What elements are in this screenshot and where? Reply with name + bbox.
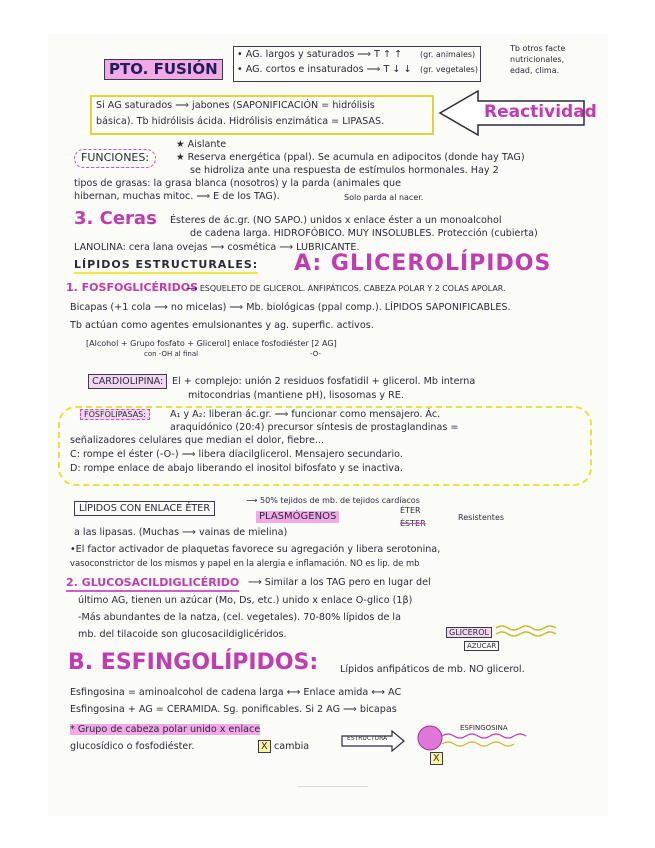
- cardiolipina-text: El + complejo: unión 2 residuos fosfatidil + glicerol. Mb interna: [172, 376, 476, 387]
- functions-line5-note: Solo parda al nacer.: [344, 193, 424, 202]
- phospho-line3: Tb actúan como agentes emulsionantes y ag. superfic. activos.: [70, 320, 374, 331]
- fusion-row2: • AG. cortos e insaturados ⟹ T ↓ ↓: [237, 64, 412, 75]
- sphingo-line4: glucosídico o fosfodiéster.: [70, 741, 195, 752]
- fusion-title: PTO. FUSIÓN: [104, 59, 223, 80]
- structure-label: ESTRUCTURA: [347, 735, 388, 742]
- cardiolipina-label: CARDIOLIPINA:: [88, 374, 167, 389]
- sphingo-line3: * Grupo de cabeza polar unido x enlace: [70, 724, 261, 735]
- ether-eter: ÉTER: [400, 506, 421, 515]
- glycosyl-line4: mb. del tilacoide son glucosacildiglicéridos.: [78, 629, 287, 640]
- esfingosina-label: ESFINGOSINA: [460, 724, 508, 732]
- sphingo-cambia: cambia: [274, 741, 310, 752]
- lipases-line5: D: rompe enlace de abajo liberando el inositol bifosfato y se inactiva.: [70, 463, 403, 474]
- structural-heading: LÍPIDOS ESTRUCTURALES:: [74, 259, 258, 274]
- glycosyl-glicerol-box: GLICEROL: [446, 627, 492, 638]
- phospho-formula-sub2: -O-: [310, 350, 321, 358]
- ether-ester: ÉSTER: [400, 519, 426, 528]
- sphingo-line1: Esfingosina = aminoalcohol de cadena larga ⟷ Enlace amida ⟷ AC: [70, 687, 402, 698]
- functions-label: FUNCIONES:: [74, 149, 156, 168]
- functions-line5: hibernan, muchas mitoc. ⟹ E de los TAG).: [74, 191, 280, 202]
- fusion-side-note-3: edad, clima.: [510, 66, 560, 75]
- phospho-formula: [Alcohol + Grupo fosfato + Glicerol] enlace fosfodiéster [2 AG]: [86, 339, 337, 348]
- sphingo-head-icon: [416, 724, 444, 752]
- cardiolipina-text2: mitocondrias (mantiene pH), lisosomas y RE.: [188, 390, 404, 401]
- glycosyl-heading-rest: ⟶ Similar a los TAG pero en lugar del: [248, 577, 431, 588]
- functions-item1: ★ Aislante: [176, 139, 227, 150]
- fusion-row1: • AG. largos y saturados ⟹ T ↑ ↑: [237, 49, 403, 60]
- sphingo-tail-icon: [442, 732, 532, 748]
- glycosyl-line2: último AG, tienen un azúcar (Mo, Ds, etc.) unido x enlace O-glico (1β): [78, 595, 413, 606]
- functions-line4: tipos de grasas: la grasa blanca (nosotros) y la parda (animales que: [74, 178, 401, 189]
- phospho-line2: Bicapas (+1 cola ⟶ no micelas) ⟹ Mb. biológicas (ppal comp.). LÍPIDOS SAPONIFICABLES.: [70, 302, 511, 313]
- lipases-line3: señalizadores celulares que median el dolor, fiebre...: [70, 435, 325, 446]
- fusion-side-note-1: Tb otros facte: [510, 44, 566, 53]
- sphingo-line2: Esfingosina + AG = CERAMIDA. Sg. ponificables. Si 2 AG ⟹ bicapas: [70, 704, 397, 715]
- page-footer-line: [298, 786, 368, 787]
- ether-line4: vasoconstrictor de los mismos y papel en la alergia e inflamación. NO es lip. de mb: [70, 558, 420, 568]
- glycosyl-line3: -Más abundantes de la natza, (cel. vegetales). 70-80% lípidos de la: [78, 612, 401, 623]
- lipases-line2: araquidónico (20:4) precursor síntesis de prostaglandinas =: [170, 422, 459, 433]
- waxes-heading: 3. Ceras: [74, 208, 157, 229]
- sphingo-heading-rest: Lípidos anfipáticos de mb. NO glicerol.: [340, 664, 525, 675]
- glycosyl-tail-icon: [496, 624, 566, 640]
- waxes-line1: Ésteres de ác.gr. (NO SAPO.) unidos x enlace éster a un monoalcohol: [170, 215, 502, 226]
- sphingo-heading: B. ESFINGOLÍPIDOS:: [68, 650, 319, 675]
- fusion-row1-note: (gr. animales): [420, 50, 476, 59]
- fusion-row2-note: (gr. vegetales): [420, 65, 478, 74]
- fusion-side-note-2: nutricionales,: [510, 55, 565, 64]
- reactivity-line2: básica). Tb hidrólisis ácida. Hidrólisis enzimática = LIPASAS.: [96, 116, 385, 127]
- phospho-formula-sub1: con -OH al final: [144, 350, 199, 358]
- phospho-heading: 1. FOSFOGLICÉRIDOS: [66, 281, 198, 294]
- functions-line3: se hidroliza ante una respuesta de estímulos hormonales. Hay 2: [190, 165, 499, 176]
- reactivity-line1: Si AG saturados ⟹ jabones (SAPONIFICACIÓN = hidrólisis: [96, 100, 375, 111]
- glycosyl-heading: 2. GLUCOSACILDIGLICÉRIDO: [66, 577, 239, 592]
- structural-subheading: A: GLICEROLÍPIDOS: [294, 251, 552, 276]
- lipases-label: FOSFOLIPASAS:: [80, 409, 150, 420]
- functions-item2: ★ Reserva energética (ppal). Se acumula en adipocitos (donde hay TAG): [176, 152, 525, 163]
- lipases-line4: C: rompe el éster (-O-) ⟹ libera diacilglicerol. Mensajero secundario.: [70, 449, 403, 460]
- sphingo-x: X: [258, 740, 271, 753]
- ether-resistant: Resistentes: [458, 513, 505, 522]
- phospho-heading-rest: ⟶ ESQUELETO DE GLICEROL. ANFIPÁTICOS. CABEZA POLAR Y 2 COLAS APOLAR.: [186, 284, 506, 293]
- ether-arrow1: ⟶ 50% tejidos de mb. de tejidos cardíacos: [246, 496, 420, 505]
- waxes-line3: LANOLINA: cera lana ovejas ⟶ cosmética ⟶ LUBRICANTE.: [74, 242, 360, 253]
- notes-page: [48, 34, 608, 816]
- glycosyl-azucar-box: AZÚCAR: [464, 641, 499, 651]
- ether-line3: •El factor activador de plaquetas favorece su agregación y libera serotonina,: [70, 544, 441, 555]
- lipases-line1: A₁ y A₂: liberan ác.gr. ⟹ funcionar como mensajero. Ác.: [170, 409, 441, 420]
- waxes-line2: de cadena larga. HIDROFÓBICO. MUY INSOLUBLES. Protección (cubierta): [190, 228, 538, 239]
- ether-line2: a las lipasas. (Muchas ⟶ vainas de mielina): [74, 527, 288, 538]
- ether-label: LÍPIDOS CON ENLACE ÉTER: [74, 501, 215, 516]
- reactivity-arrow-label: Reactividad: [484, 102, 597, 122]
- ether-plasmogenos: PLASMÓGENOS: [256, 511, 339, 523]
- sphingo-x2: X: [430, 752, 443, 765]
